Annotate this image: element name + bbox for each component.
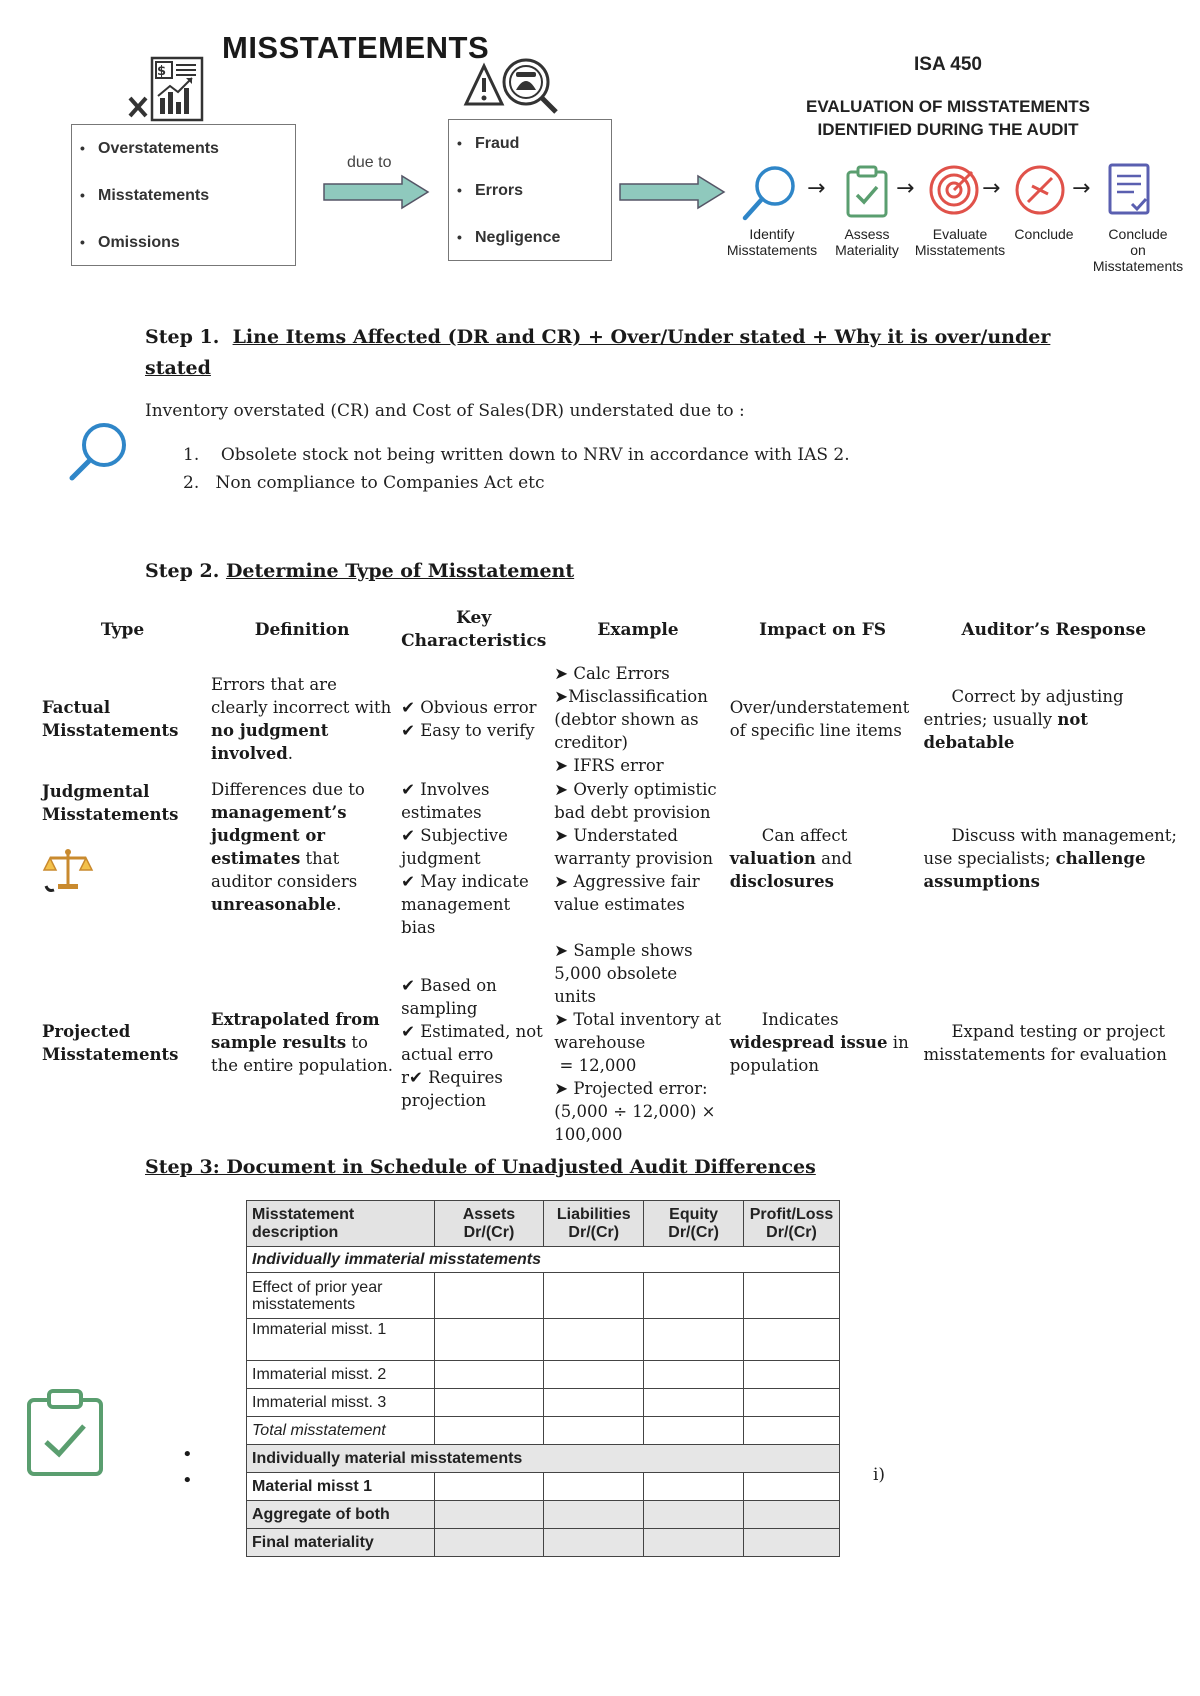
list-item: • Overstatements — [72, 125, 295, 172]
definition-cell: Errors that are clearly incorrect with no judgment involved. — [211, 675, 392, 763]
key-cell: ✔ Involves estimates ✔ Subjective judgment ✔ May indicate management bias — [401, 780, 529, 937]
response-cell: Discuss with management; use specialists; challenge assumptions — [923, 826, 1177, 891]
search-icon — [66, 420, 130, 482]
column-header: Profit/Loss Dr/(Cr) — [744, 1201, 840, 1247]
diagram-title: MISSTATEMENTS — [222, 30, 490, 65]
blocked-icon — [1014, 164, 1066, 216]
example-cell: ➤ Sample shows 5,000 obsolete units ➤ Total inventory at warehouse = 12,000 ➤ Projected error: (5,000 ÷ 12,000) × 100,000 — [554, 941, 722, 1144]
fraud-investigation-icon — [462, 54, 562, 120]
flow-arrow: → — [807, 176, 826, 201]
example-cell: ➤ Calc Errors ➤Misclassification (debtor shown as creditor) ➤ IFRS error — [554, 663, 708, 775]
list-item: • Fraud — [449, 120, 611, 167]
impact-cell: Over/understatement of specific line items — [729, 698, 910, 740]
svg-text:$: $ — [157, 64, 167, 79]
step1-intro: Inventory overstated (CR) and Cost of Sales(DR) understated due to : — [145, 401, 745, 421]
stray-text: i) — [873, 1465, 886, 1485]
financial-report-icon — [126, 56, 222, 124]
isa-subtitle-line1: EVALUATION OF MISSTATEMENTS — [806, 97, 1090, 116]
bullet: • — [182, 1470, 193, 1491]
key-cell: ✔ Obvious error ✔ Easy to verify — [401, 698, 537, 740]
target-icon — [928, 164, 980, 216]
table-row — [38, 660, 1188, 778]
list-item: • Misstatements — [72, 172, 295, 219]
key-cell: ✔ Based on sampling ✔ Estimated, not actual erro r✔ Requires projection — [401, 975, 543, 1110]
document-check-icon — [1106, 162, 1154, 218]
impact-cell: Indicates widespread issue in population — [729, 1010, 909, 1075]
section-row: Individually immaterial misstatements — [247, 1247, 840, 1273]
stage-label: Conclude on Misstatements — [1092, 226, 1184, 274]
step2-heading: Step 2. Determine Type of Misstatement — [145, 560, 575, 582]
section-row: Individually material misstatements — [247, 1445, 840, 1473]
table-row — [38, 939, 1188, 1146]
column-header: Key Characteristics — [401, 608, 547, 651]
table-row: Aggregate of both — [247, 1501, 840, 1529]
column-header: Equity Dr/(Cr) — [644, 1201, 744, 1247]
definition-cell: Extrapolated from sample results to the entire population. — [211, 1010, 393, 1075]
list-item: • Negligence — [449, 214, 611, 261]
audit-differences-schedule — [246, 1200, 840, 1557]
list-item: • Errors — [449, 167, 611, 214]
misstatement-types-table — [38, 600, 1188, 1146]
column-header: Type — [100, 619, 145, 640]
column-header: Impact on FS — [759, 619, 887, 640]
definition-cell: Differences due to management’s judgment or estimates that auditor considers unreasonable. — [211, 780, 365, 914]
column-header: Assets Dr/(Cr) — [434, 1201, 544, 1247]
type-cell: Factual Misstatements — [42, 698, 179, 740]
stage-label: Identify Misstatements — [726, 226, 818, 258]
clipboard-check-icon — [24, 1386, 106, 1478]
flow-arrow: → — [982, 176, 1001, 201]
flow-arrow: → — [1072, 176, 1091, 201]
column-header: Example — [597, 619, 679, 640]
magnifier-icon — [741, 164, 801, 222]
response-cell: Expand testing or project misstatements for evaluation — [923, 1021, 1167, 1064]
type-cell: Projected Misstatements — [42, 1021, 179, 1064]
stage-label: Assess Materiality — [835, 226, 899, 258]
list-item: 2. Non compliance to Companies Act etc — [183, 473, 545, 493]
stage-label: Evaluate Misstatements — [914, 226, 1006, 258]
column-header: Definition — [254, 619, 350, 640]
table-row: Material misst 1 — [247, 1473, 840, 1501]
column-header: Misstatement description — [247, 1201, 435, 1247]
right-arrow-icon — [322, 174, 432, 210]
table-row: Immaterial misst. 3 — [247, 1389, 840, 1417]
clipboard-check-icon — [844, 164, 890, 218]
due-to-label: due to — [347, 154, 392, 171]
response-cell: Correct by adjusting entries; usually not debatable — [923, 686, 1124, 752]
impact-cell: Can affect valuation and disclosures — [729, 826, 853, 891]
column-header: Liabilities Dr/(Cr) — [544, 1201, 644, 1247]
table-row — [38, 778, 1188, 939]
bullet: • — [182, 1444, 193, 1465]
table-row: Immaterial misst. 2 — [247, 1361, 840, 1389]
step1-heading: Step 1. Line Items Affected (DR and CR) + Over/Under stated + Why it is over/under stated — [145, 326, 1051, 379]
list-item: • Omissions — [72, 219, 295, 266]
type-cell: Judgmental Misstatements — [38, 778, 207, 939]
right-arrow-icon — [618, 174, 728, 210]
stage-label: Conclude — [1014, 226, 1074, 242]
table-row: Immaterial misst. 1 — [247, 1319, 840, 1361]
misstatement-types-box — [71, 124, 296, 266]
table-row: Total misstatement — [247, 1417, 840, 1445]
flow-arrow: → — [896, 176, 915, 201]
table-row: Final materiality — [247, 1529, 840, 1557]
list-item: 1. Obsolete stock not being written down to NRV in accordance with IAS 2. — [183, 445, 850, 465]
causes-box — [448, 119, 612, 261]
column-header: Auditor’s Response — [961, 619, 1147, 640]
scales-icon — [42, 846, 94, 894]
isa-title: ISA 450 — [914, 54, 982, 75]
table-row: Effect of prior year misstatements — [247, 1273, 840, 1319]
isa-subtitle-line2: IDENTIFIED DURING THE AUDIT — [817, 120, 1079, 139]
step3-heading: Step 3: Document in Schedule of Unadjusted Audit Differences — [145, 1156, 816, 1178]
example-cell: ➤ Overly optimistic bad debt provision ➤ Understated warranty provision ➤ Aggressive fair value estimates — [554, 780, 717, 914]
